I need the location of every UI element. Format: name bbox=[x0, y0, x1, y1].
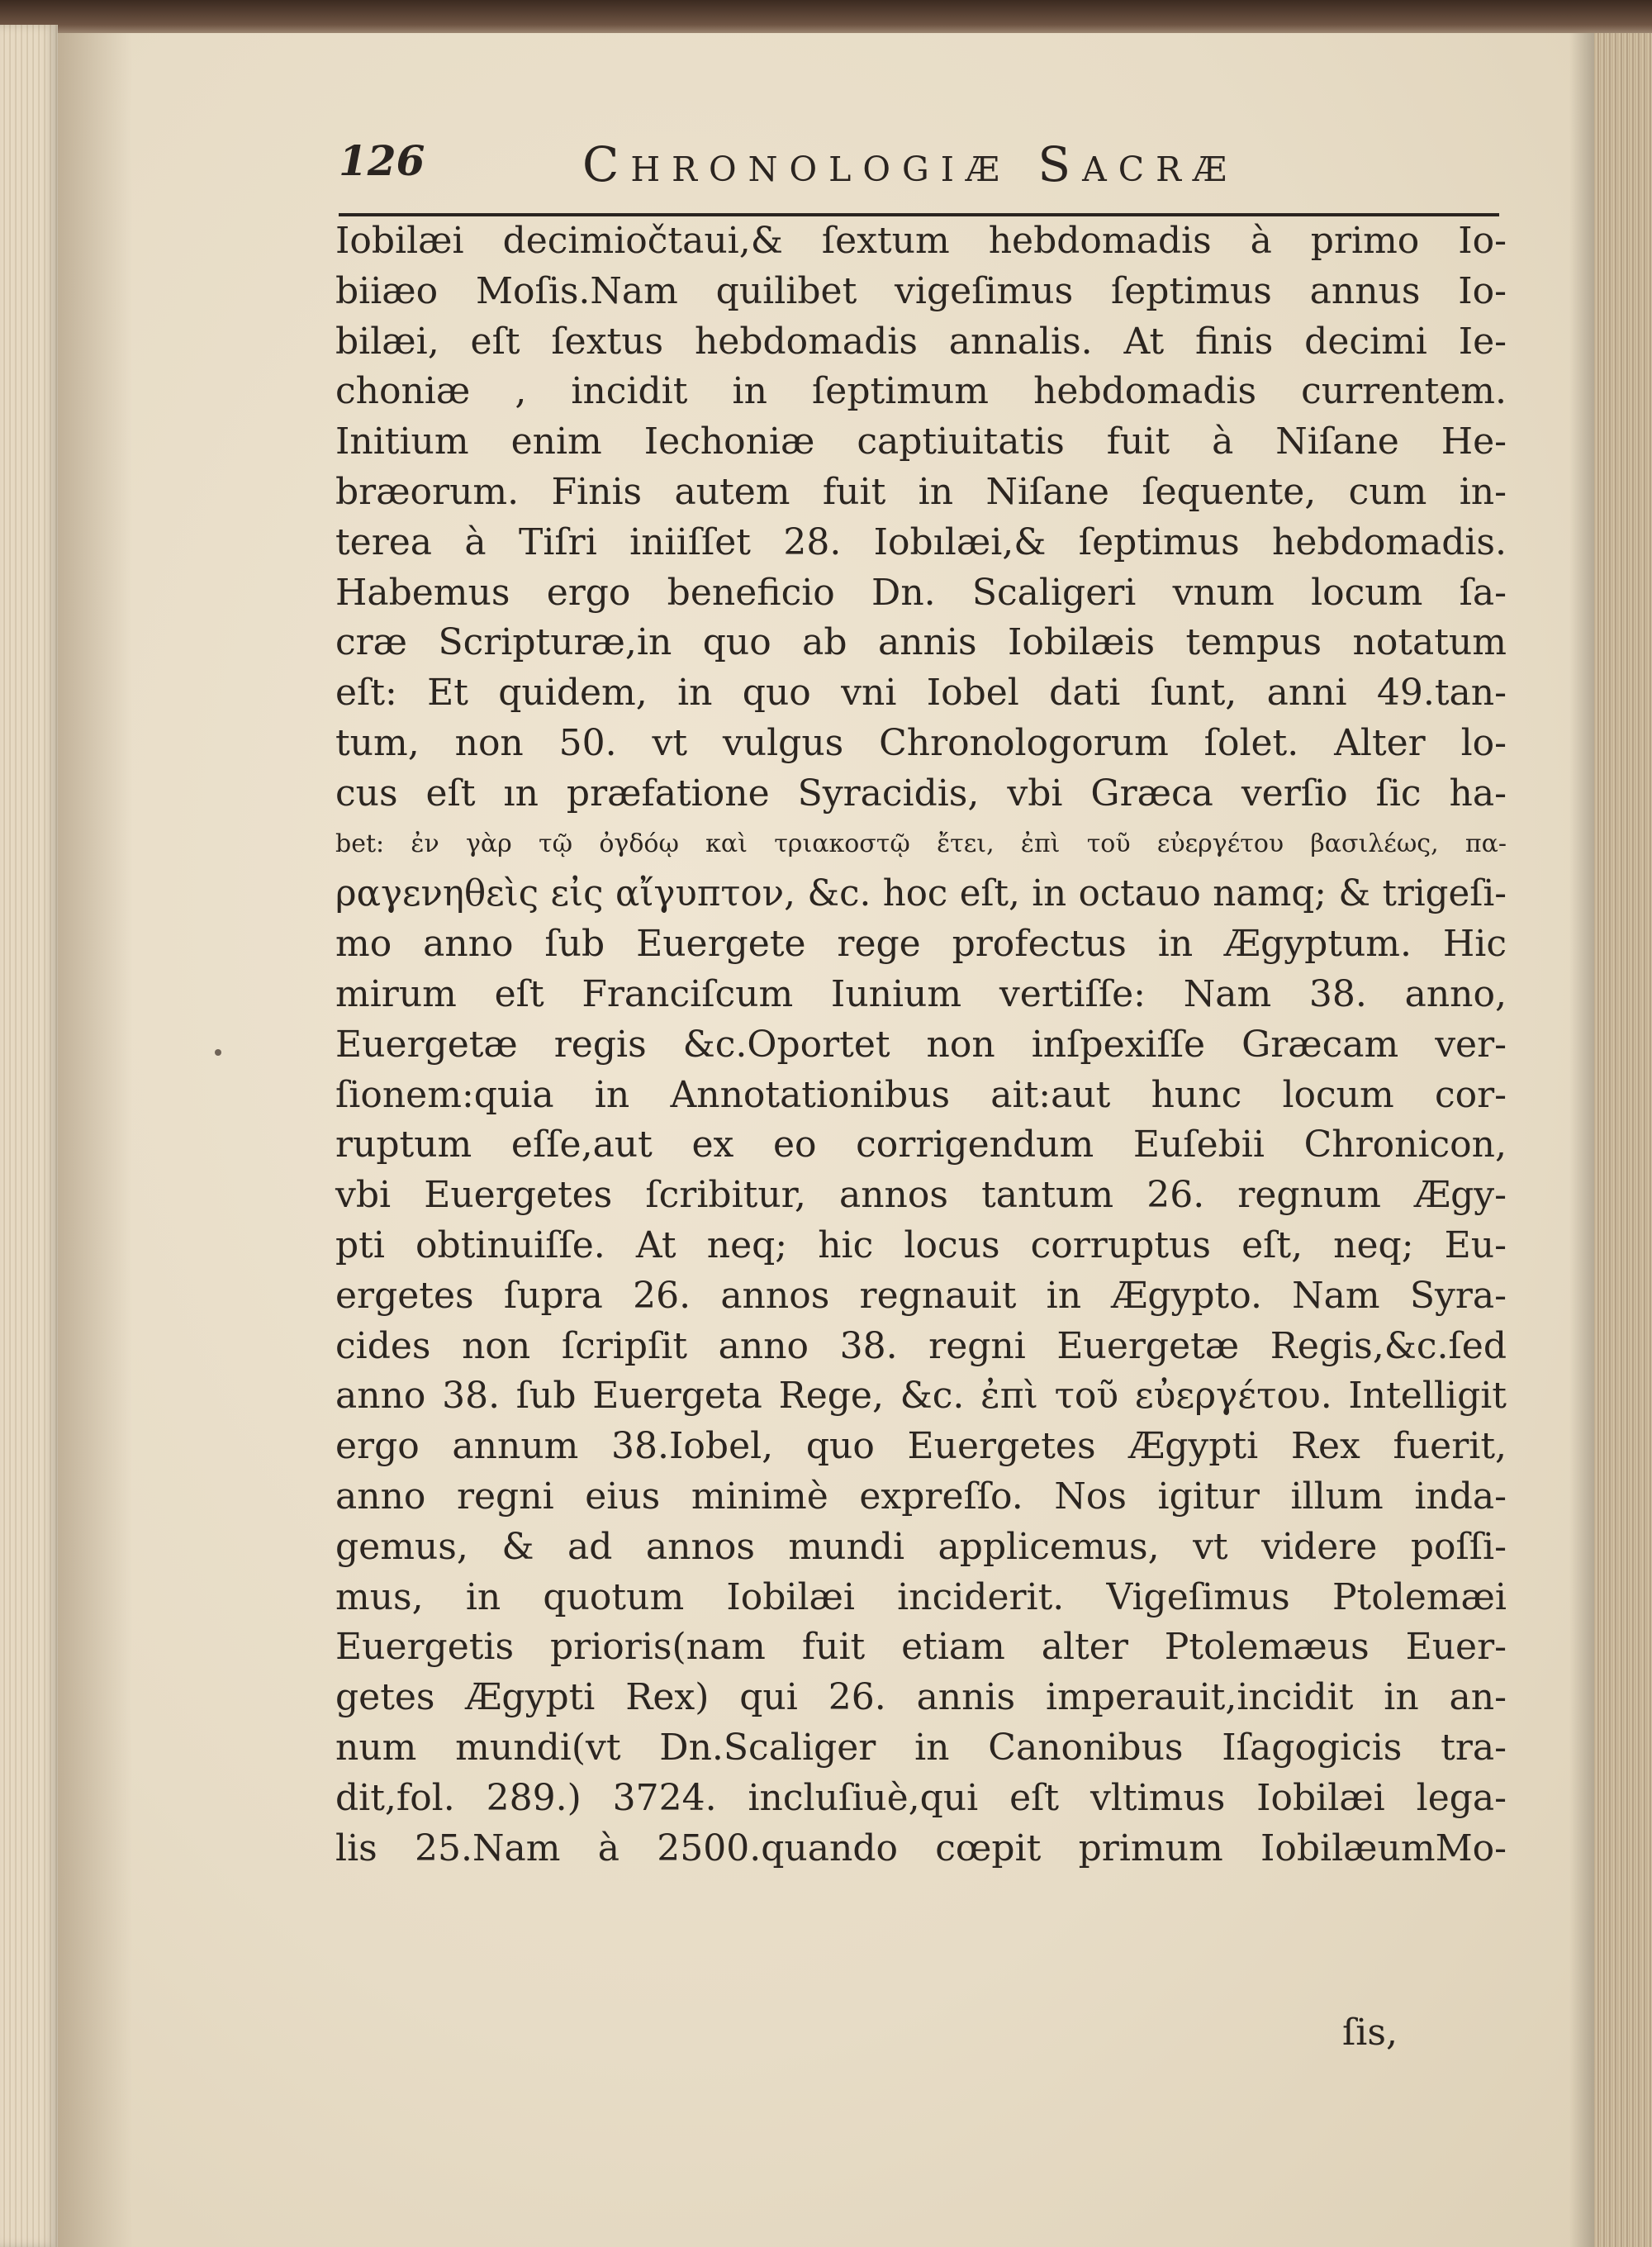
page-curl-shadow bbox=[1569, 33, 1594, 2247]
text-line: gemus, & ad annos mundi applicemus, vt videre poſſi- bbox=[335, 1525, 1507, 1568]
running-head bbox=[339, 128, 1512, 202]
text-line: cræ Scripturæ,in quo ab annis Iobilæis tempus notatum bbox=[335, 621, 1507, 664]
text-line: getes Ægypti Rex) qui 26. annis imperauit,incidit in an- bbox=[335, 1676, 1507, 1719]
text-line: mus, in quotum Iobilæi inciderit. Vigeſimus Ptolemæi bbox=[335, 1575, 1507, 1618]
catchword: ſis, bbox=[1342, 2012, 1398, 2054]
text-line: Habemus ergo beneficio Dn. Scaligeri vnum locum ſa- bbox=[335, 571, 1507, 614]
text-line: terea à Tiſri iniiſſet 28. Iobılæi,& ſeptimus hebdomadis. bbox=[335, 520, 1507, 563]
running-title: Chronologiæ Sacræ bbox=[582, 136, 1238, 192]
text-line: choniæ , incidit in ſeptimum hebdomadis currentem. bbox=[335, 370, 1507, 413]
text-line: bræorum. Finis autem fuit in Niſane ſequente, cum in- bbox=[335, 470, 1507, 513]
text-line: Initium enim Iechoniæ captiuitatis fuit à Niſane He- bbox=[335, 420, 1507, 463]
text-line: biiæo Moſis.Nam quilibet vigeſimus ſeptimus annus Io- bbox=[335, 269, 1507, 312]
text-line: Euergetis prioris(nam fuit etiam alter Ptolemæus Euer- bbox=[335, 1626, 1507, 1669]
text-line: bilæi, eſt ſextus hebdomadis annalis. At finis decimi Ie- bbox=[335, 320, 1507, 363]
text-line: ſionem:quia in Annotationibus ait:aut hunc locum cor- bbox=[335, 1073, 1507, 1116]
page-edges-left bbox=[0, 25, 58, 2247]
text-line-greek: bet: ἐν γὰρ τῷ ὀγδόῳ καὶ τριακοστῷ ἔτει, ἐπὶ τοῦ εὐεργέτου βασιλέως, πα- bbox=[335, 829, 1507, 858]
ink-spot bbox=[215, 1049, 221, 1056]
text-line: num mundi(vt Dn.Scaliger in Canonibus Iſagogicis tra- bbox=[335, 1726, 1507, 1769]
text-line: ergetes ſupra 26. annos regnauit in Ægypto. Nam Syra- bbox=[335, 1274, 1507, 1317]
body-text bbox=[335, 216, 1507, 1874]
text-line: pti obtinuiſſe. At neq; hic locus corruptus eſt, neq; Eu- bbox=[335, 1223, 1507, 1266]
text-line: anno regni eius minimè expreſſo. Nos igitur illum inda- bbox=[335, 1475, 1507, 1518]
text-line: lis 25.Nam à 2500.quando cœpit primum IobilæumMo- bbox=[335, 1827, 1507, 1869]
text-line: ruptum eſſe,aut ex eo corrigendum Euſebii Chronicon, bbox=[335, 1124, 1507, 1166]
gutter-shadow bbox=[58, 33, 132, 2247]
text-line: vbi Euergetes ſcribitur, annos tantum 26. regnum Ægy- bbox=[335, 1174, 1507, 1217]
text-line: eſt: Et quidem, in quo vni Iobel dati ſunt, anni 49.tan- bbox=[335, 672, 1507, 715]
text-line: cus eſt ın præfatione Syracidis, vbi Græca verſio ſic ha- bbox=[335, 772, 1507, 815]
text-line: Euergetæ regis &c.Oportet non inſpexiſſe Græcam ver- bbox=[335, 1023, 1507, 1066]
text-line: ραγενηθεὶς εἰς αἴγυπτον, &c. hoc eſt, in octauo namq; & trigeſi- bbox=[335, 873, 1507, 915]
text-line: ergo annum 38.Iobel, quo Euergetes Ægypti Rex fuerit, bbox=[335, 1425, 1507, 1468]
text-line: mirum eſt Franciſcum Iunium vertiſſe: Nam 38. anno, bbox=[335, 972, 1507, 1015]
text-line: Iobilæi decimiočtaui,& ſextum hebdomadis à primo Io- bbox=[335, 220, 1507, 262]
text-line: mo anno ſub Euergete rege profectus in Ægyptum. Hic bbox=[335, 923, 1507, 966]
text-line: anno 38. ſub Euergeta Rege, &c. ἐπὶ τοῦ εὐεργέτου. Intelligit bbox=[335, 1375, 1507, 1418]
text-line: dit,fol. 289.) 3724. incluſiuè,qui eſt vltimus Iobilæi lega- bbox=[335, 1776, 1507, 1819]
page-edges-right bbox=[1594, 33, 1652, 2247]
page-number: 126 bbox=[339, 136, 425, 185]
text-line: cides non ſcripſit anno 38. regni Euergetæ Regis,&c.ſed bbox=[335, 1324, 1507, 1367]
text-line: tum, non 50. vt vulgus Chronologorum ſolet. Alter lo- bbox=[335, 721, 1507, 764]
